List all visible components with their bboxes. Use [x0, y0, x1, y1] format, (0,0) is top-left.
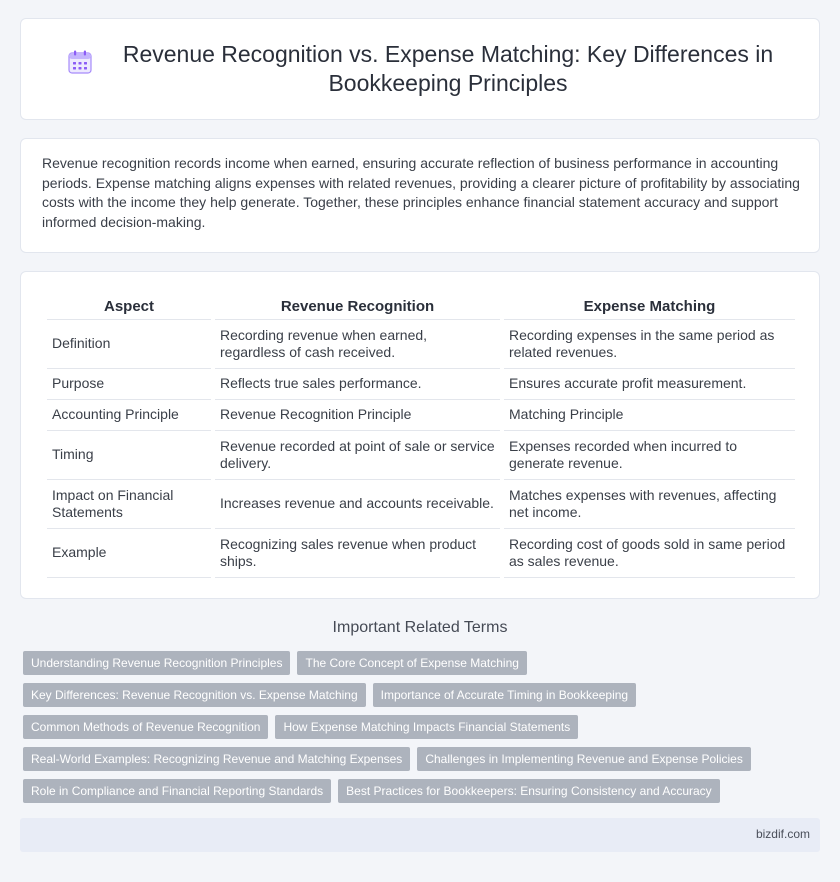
- column-header-aspect: Aspect: [47, 294, 211, 320]
- table-cell: Purpose: [47, 369, 211, 400]
- site-link[interactable]: bizdif.com: [755, 827, 810, 841]
- related-term-tag[interactable]: Understanding Revenue Recognition Principles: [23, 651, 290, 675]
- table-cell: Matching Principle: [504, 400, 795, 431]
- table-cell: Timing: [47, 431, 211, 480]
- table-cell: Definition: [47, 320, 211, 369]
- related-term-tag[interactable]: Role in Compliance and Financial Reporting Standards: [23, 779, 331, 803]
- tag-row: [23, 683, 823, 707]
- table-cell: Ensures accurate profit measurement.: [504, 369, 795, 400]
- table-cell: Recording expenses in the same period as related revenues.: [504, 320, 795, 369]
- intro-card: [20, 138, 820, 253]
- table-cell: Increases revenue and accounts receivable.: [215, 480, 500, 529]
- table-row: [47, 480, 795, 529]
- table-cell: Recognizing sales revenue when product ships.: [215, 529, 500, 578]
- table-cell: Recording cost of goods sold in same period as sales revenue.: [504, 529, 795, 578]
- table-cell: Revenue recorded at point of sale or service delivery.: [215, 431, 500, 480]
- table-row: [47, 529, 795, 578]
- table-row: [47, 320, 795, 369]
- related-term-tag[interactable]: Key Differences: Revenue Recognition vs. Expense Matching: [23, 683, 366, 707]
- related-term-tag[interactable]: Best Practices for Bookkeepers: Ensuring Consistency and Accuracy: [338, 779, 720, 803]
- tag-row: [23, 715, 823, 739]
- intro-paragraph: Revenue recognition records income when earned, ensuring accurate reflection of business performance in accounting periods. Expense matching aligns expenses with related revenues, providing a clearer picture of profitability by associating costs with the income they help generate. Together, these principles enhance financial statement accuracy and support informed decision-making.: [42, 155, 800, 230]
- page-title: Revenue Recognition vs. Expense Matching: Key Differences in Bookkeeping Principles: [122, 41, 774, 96]
- related-term-tag[interactable]: Common Methods of Revenue Recognition: [23, 715, 268, 739]
- table-cell: Revenue Recognition Principle: [215, 400, 500, 431]
- related-term-tag[interactable]: Real-World Examples: Recognizing Revenue and Matching Expenses: [23, 747, 410, 771]
- table-row: [47, 400, 795, 431]
- table-cell: Reflects true sales performance.: [215, 369, 500, 400]
- table-cell: Recording revenue when earned, regardless of cash received.: [215, 320, 500, 369]
- footer: [20, 818, 820, 852]
- related-term-tag[interactable]: Challenges in Implementing Revenue and Expense Policies: [417, 747, 751, 771]
- table-cell: Matches expenses with revenues, affecting net income.: [504, 480, 795, 529]
- column-header-expense-matching: Expense Matching: [504, 294, 795, 320]
- related-terms-list: [23, 651, 823, 811]
- table-cell: Expenses recorded when incurred to generate revenue.: [504, 431, 795, 480]
- table-cell: Example: [47, 529, 211, 578]
- comparison-table-card: [20, 271, 820, 599]
- table-header-row: [47, 294, 795, 320]
- related-term-tag[interactable]: How Expense Matching Impacts Financial Statements: [275, 715, 578, 739]
- header-card: [20, 18, 820, 120]
- table-row: [47, 369, 795, 400]
- table-cell: Impact on Financial Statements: [47, 480, 211, 529]
- table-cell: Accounting Principle: [47, 400, 211, 431]
- comparison-table: [43, 294, 799, 578]
- tag-row: [23, 779, 823, 803]
- column-header-revenue-recognition: Revenue Recognition: [215, 294, 500, 320]
- related-terms-heading: Important Related Terms: [332, 619, 508, 636]
- related-term-tag[interactable]: The Core Concept of Expense Matching: [297, 651, 526, 675]
- table-row: [47, 431, 795, 480]
- tag-row: [23, 747, 823, 771]
- tag-row: [23, 651, 823, 675]
- related-term-tag[interactable]: Importance of Accurate Timing in Bookkeeping: [373, 683, 636, 707]
